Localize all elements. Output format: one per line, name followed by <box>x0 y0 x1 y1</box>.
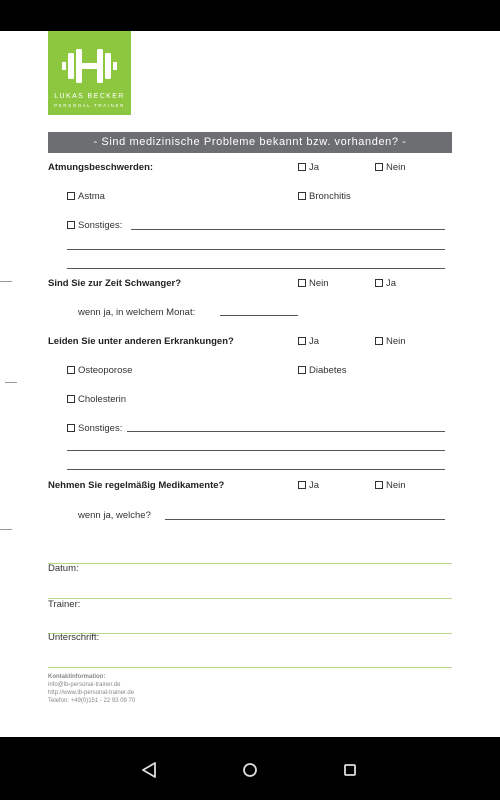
logo-name: LUKAS BECKER <box>54 93 125 100</box>
cholesterin-label: Cholesterin <box>78 394 127 405</box>
page-edge-mark <box>5 382 17 383</box>
atmung-no-checkbox[interactable] <box>375 162 406 173</box>
checkbox-icon <box>375 163 383 171</box>
checkbox-icon <box>298 366 306 374</box>
schwanger-followup-label: wenn ja, in welchem Monat: <box>78 307 196 318</box>
medikamente-no-checkbox[interactable] <box>375 480 406 491</box>
contact-email: info@lb-personal-trainer.de <box>48 682 121 688</box>
question-schwanger: Sind Sie zur Zeit Schwanger? <box>48 278 182 289</box>
checkbox-icon <box>375 279 383 287</box>
checkbox-icon <box>375 337 383 345</box>
atmung-yes-checkbox[interactable] <box>298 162 319 173</box>
erkrankungen-other-checkbox[interactable] <box>67 423 122 434</box>
document-page <box>0 31 500 737</box>
section-header: - Sind medizinische Probleme bekannt bzw. vorhanden? - <box>48 132 452 153</box>
recent-square-icon[interactable] <box>330 749 370 789</box>
date-label: Datum: <box>48 563 79 574</box>
contact-title: Kontaktinformation: <box>48 674 106 680</box>
schwanger-no-checkbox[interactable] <box>298 278 329 289</box>
erkrankungen-other-field-line-3[interactable] <box>67 469 445 470</box>
bronchitis-checkbox[interactable] <box>298 191 351 202</box>
question-medikamente: Nehmen Sie regelmäßig Medikamente? <box>48 480 225 491</box>
atmung-other-field-line-2[interactable] <box>67 249 445 250</box>
asthma-checkbox[interactable] <box>67 191 105 202</box>
question-atmung: Atmungsbeschwerden: <box>48 162 154 173</box>
atmung-other-checkbox[interactable] <box>67 220 122 231</box>
checkbox-icon <box>67 366 75 374</box>
medikamente-followup-label: wenn ja, welche? <box>78 510 151 521</box>
signature-label: Unterschrift: <box>48 632 100 643</box>
footer-divider <box>48 667 452 668</box>
date-line[interactable] <box>48 563 452 564</box>
erkrankungen-no-checkbox[interactable] <box>375 336 406 347</box>
back-triangle-icon[interactable] <box>130 749 170 789</box>
checkbox-icon <box>67 395 75 403</box>
question-erkrankungen: Leiden Sie unter anderen Erkrankungen? <box>48 336 234 347</box>
navigation-bar <box>0 737 500 800</box>
medikamente-field[interactable] <box>165 519 445 520</box>
atmung-yes-label: Ja <box>309 162 320 173</box>
erkrankungen-other-label: Sonstiges: <box>78 423 123 434</box>
osteoporose-label: Osteoporose <box>78 365 133 376</box>
schwanger-yes-checkbox[interactable] <box>375 278 396 289</box>
status-bar <box>0 0 500 31</box>
dumbbell-icon <box>61 47 118 85</box>
logo-subtitle: PERSONAL TRAINER <box>54 103 125 108</box>
logo <box>48 31 131 115</box>
trainer-label: Trainer: <box>48 599 81 610</box>
medikamente-no-label: Nein <box>386 480 406 491</box>
checkbox-icon <box>67 221 75 229</box>
erkrankungen-yes-checkbox[interactable] <box>298 336 319 347</box>
checkbox-icon <box>298 337 306 345</box>
contact-phone: Telefon: +49(0)151 - 22 93 09 70 <box>48 698 136 704</box>
signature-line[interactable] <box>48 633 452 634</box>
home-circle-icon[interactable] <box>230 749 270 789</box>
page-edge-mark <box>0 281 12 282</box>
erkrankungen-other-field-line-2[interactable] <box>67 450 445 451</box>
osteoporose-checkbox[interactable] <box>67 365 132 376</box>
cholesterin-checkbox[interactable] <box>67 394 126 405</box>
medikamente-yes-label: Ja <box>309 480 320 491</box>
diabetes-label: Diabetes <box>309 365 347 376</box>
checkbox-icon <box>298 279 306 287</box>
trainer-line[interactable] <box>48 598 452 599</box>
contact-info <box>48 673 135 705</box>
checkbox-icon <box>375 481 383 489</box>
asthma-label: Astma <box>78 191 105 202</box>
bronchitis-label: Bronchitis <box>309 191 351 202</box>
erkrankungen-other-field[interactable] <box>127 431 445 432</box>
checkbox-icon <box>67 192 75 200</box>
checkbox-icon <box>67 424 75 432</box>
page-edge-mark <box>0 529 12 530</box>
contact-web: http://www.lb-personal-trainer.de <box>48 690 135 696</box>
atmung-other-field-line-3[interactable] <box>67 268 445 269</box>
checkbox-icon <box>298 163 306 171</box>
atmung-no-label: Nein <box>386 162 406 173</box>
diabetes-checkbox[interactable] <box>298 365 347 376</box>
medikamente-yes-checkbox[interactable] <box>298 480 319 491</box>
schwanger-yes-label: Ja <box>386 278 397 289</box>
schwanger-month-field[interactable] <box>220 315 298 316</box>
atmung-other-label: Sonstiges: <box>78 220 123 231</box>
schwanger-no-label: Nein <box>309 278 329 289</box>
atmung-other-field[interactable] <box>131 229 445 230</box>
checkbox-icon <box>298 481 306 489</box>
erkrankungen-no-label: Nein <box>386 336 406 347</box>
erkrankungen-yes-label: Ja <box>309 336 320 347</box>
checkbox-icon <box>298 192 306 200</box>
